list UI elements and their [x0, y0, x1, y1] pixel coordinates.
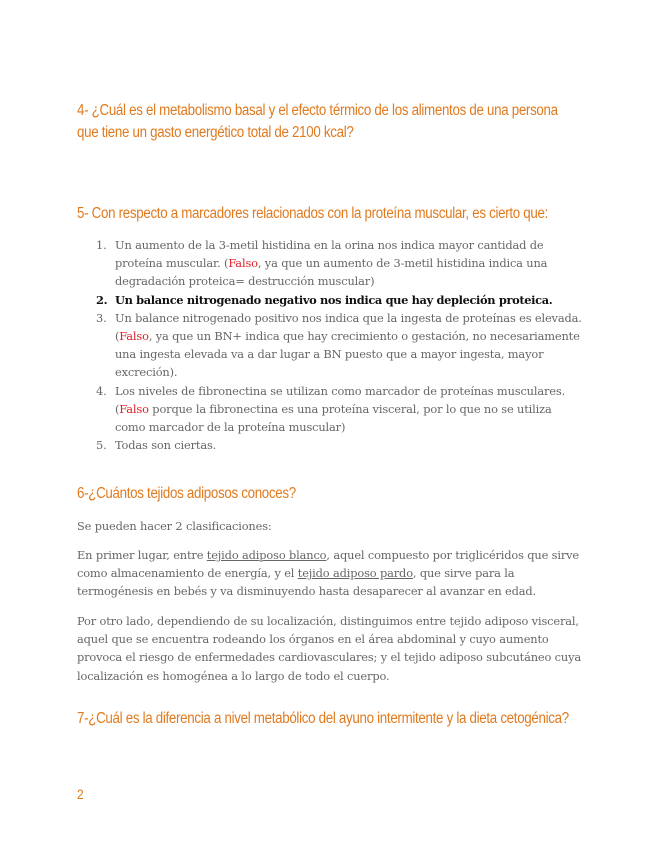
question-5-heading: 5- Con respecto a marcadores relacionados con la proteína muscular, es cierto que:: [77, 205, 549, 222]
option-number: 4.: [96, 383, 107, 398]
option-text: Un aumento de la 3-metil histidina en la orina nos indica mayor cantidad de proteína muscular. (: [115, 238, 544, 271]
question-4-heading: 4- ¿Cuál es el metabolismo basal y el efecto térmico de los alimentos de una persona que tiene un gasto energético total de 2100 kcal?: [77, 102, 558, 141]
option-text: Todas son ciertas.: [115, 438, 217, 453]
option-number: 1.: [96, 238, 107, 252]
question-5-options: [77, 236, 585, 454]
option-3: [77, 309, 585, 382]
adipose-location-paragraph: Por otro lado, dependiendo de su localización, distinguimos entre tejido adiposo visceral, aquel que se encuentra rodeando los órganos en el área abdominal y cuyo aumento provoca el riesgo de enfermedades cardiovasculares; y el tejido adiposo subcutáneo cuya localización es homogénea a lo largo de todo el cuerpo.: [77, 614, 582, 683]
option-text: Un balance nitrogenado positivo nos indica que la ingesta de proteínas es elevada. (: [115, 310, 582, 344]
option-number: 2.: [96, 292, 108, 307]
page-number: 2: [77, 786, 84, 802]
question-7-heading: 7-¿Cuál es la diferencia a nivel metabólico del ayuno intermitente y la dieta cetogénica?: [77, 710, 569, 727]
option-4: [77, 382, 585, 437]
brown-adipose-term: tejido adiposo pardo: [297, 566, 413, 581]
false-flag: Falso: [228, 256, 258, 271]
option-5: [77, 436, 585, 454]
adipose-color-paragraph: [77, 546, 585, 601]
classification-intro: Se pueden hacer 2 clasificaciones:: [77, 519, 272, 533]
option-number: 5.: [96, 438, 107, 453]
option-text: Los niveles de fibronectina se utilizan como marcador de proteínas musculares. (: [115, 383, 566, 416]
question-6-heading: 6-¿Cuántos tejidos adiposos conoces?: [77, 485, 296, 502]
paragraph-text: En primer lugar, entre: [77, 548, 207, 562]
false-flag: Falso: [119, 401, 149, 416]
paragraph-text: , que sirve para la termogénesis en bebés y va disminuyendo hasta desaparecer al avanzar en edad.: [77, 566, 537, 599]
option-2-correct: [77, 291, 585, 309]
paragraph-text: , aquel compuesto por triglicéridos que sirve como almacenamiento de energía, y el: [77, 548, 580, 581]
option-text: Un balance nitrogenado negativo nos indica que hay depleción proteica.: [115, 292, 553, 307]
option-explanation: , ya que un BN+ indica que hay crecimiento o gestación, no necesariamente una ingesta elevada va a dar lugar a BN puesto que a mayor ingesta, mayor excreción).: [115, 329, 580, 380]
white-adipose-term: tejido adiposo blanco: [206, 548, 327, 562]
option-explanation: porque la fibronectina es una proteína visceral, por lo que no se utiliza como marcador de la proteína muscular): [115, 401, 552, 435]
option-number: 3.: [96, 310, 107, 325]
option-1: [77, 236, 585, 291]
option-explanation: , ya que un aumento de 3-metil histidina indica una degradación proteica= destrucción muscular): [115, 256, 548, 289]
false-flag: Falso: [119, 329, 149, 344]
